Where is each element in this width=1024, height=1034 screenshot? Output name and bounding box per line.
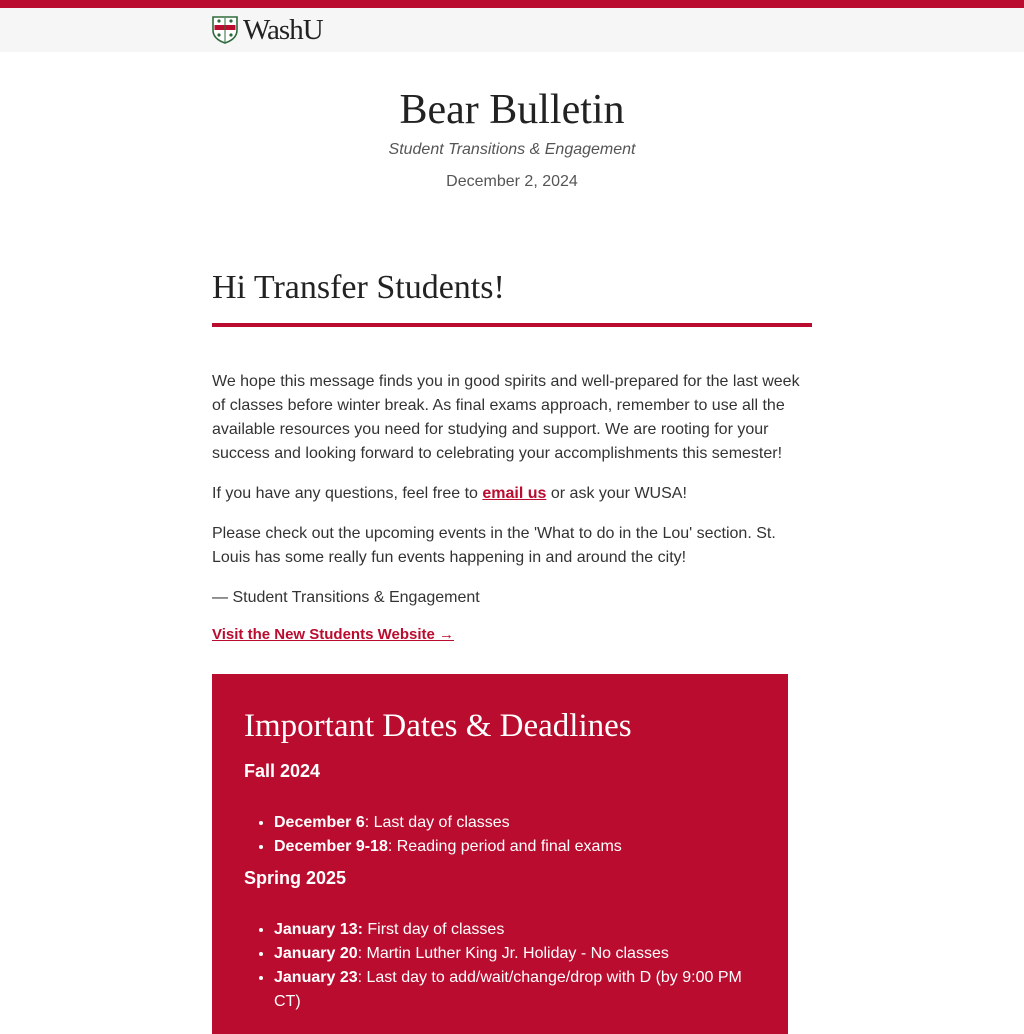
events-paragraph: Please check out the upcoming events in the 'What to do in the Lou' section. St. Louis has some really fun events happening in and around the city! xyxy=(212,525,776,566)
list-item xyxy=(274,966,756,1014)
questions-text-after: or ask your WUSA! xyxy=(546,485,687,502)
date-label: January 23 xyxy=(274,969,358,986)
washu-shield-icon xyxy=(212,16,238,44)
newsletter-date: December 2, 2024 xyxy=(446,173,578,190)
washu-logo[interactable] xyxy=(212,16,323,44)
date-label: January 13: xyxy=(274,921,363,938)
new-students-website-link[interactable]: Visit the New Students Website → xyxy=(212,626,454,643)
date-description: : Last day of classes xyxy=(364,814,510,831)
list-item xyxy=(274,811,756,835)
term-heading-spring: Spring 2025 xyxy=(244,868,347,888)
term-heading-fall: Fall 2024 xyxy=(244,761,321,781)
fall-dates-list xyxy=(244,811,756,859)
intro-section xyxy=(212,265,812,644)
top-accent-bar xyxy=(0,0,1024,8)
brand-header xyxy=(0,8,1024,52)
spring-dates-list xyxy=(244,918,756,1014)
newsletter-subtitle: Student Transitions & Engagement xyxy=(388,141,636,158)
greeting-heading: Hi Transfer Students! xyxy=(212,269,505,306)
washu-wordmark: WashU xyxy=(243,14,323,46)
list-item xyxy=(274,835,756,859)
date-label: December 9-18 xyxy=(274,838,388,855)
list-item xyxy=(274,942,756,966)
intro-body xyxy=(212,370,812,644)
heading-divider xyxy=(212,323,812,327)
questions-text-before: If you have any questions, feel free to xyxy=(212,485,483,502)
newsletter-masthead xyxy=(0,86,1024,191)
date-description: : Reading period and final exams xyxy=(387,838,622,855)
date-description: First day of classes xyxy=(362,921,505,938)
newsletter-title: Bear Bulletin xyxy=(399,87,625,133)
signoff: — Student Transitions & Engagement xyxy=(212,589,480,606)
date-description: : Martin Luther King Jr. Holiday - No classes xyxy=(357,945,669,962)
email-us-link[interactable]: email us xyxy=(482,485,547,502)
date-description: : Last day to add/wait/change/drop with D (by 9:00 PM CT) xyxy=(274,969,742,1010)
list-item xyxy=(274,918,756,942)
intro-paragraph: We hope this message finds you in good spirits and well-prepared for the last week of classes before winter break. As final exams approach, remember to use all the available resources you need for studying and support. We are rooting for your success and looking forward to celebrating your accomplishments this semester! xyxy=(212,373,800,462)
questions-paragraph xyxy=(212,482,812,506)
dates-heading: Important Dates & Deadlines xyxy=(244,708,632,744)
date-label: December 6 xyxy=(274,814,365,831)
date-label: January 20 xyxy=(274,945,358,962)
important-dates-box xyxy=(212,674,788,1034)
